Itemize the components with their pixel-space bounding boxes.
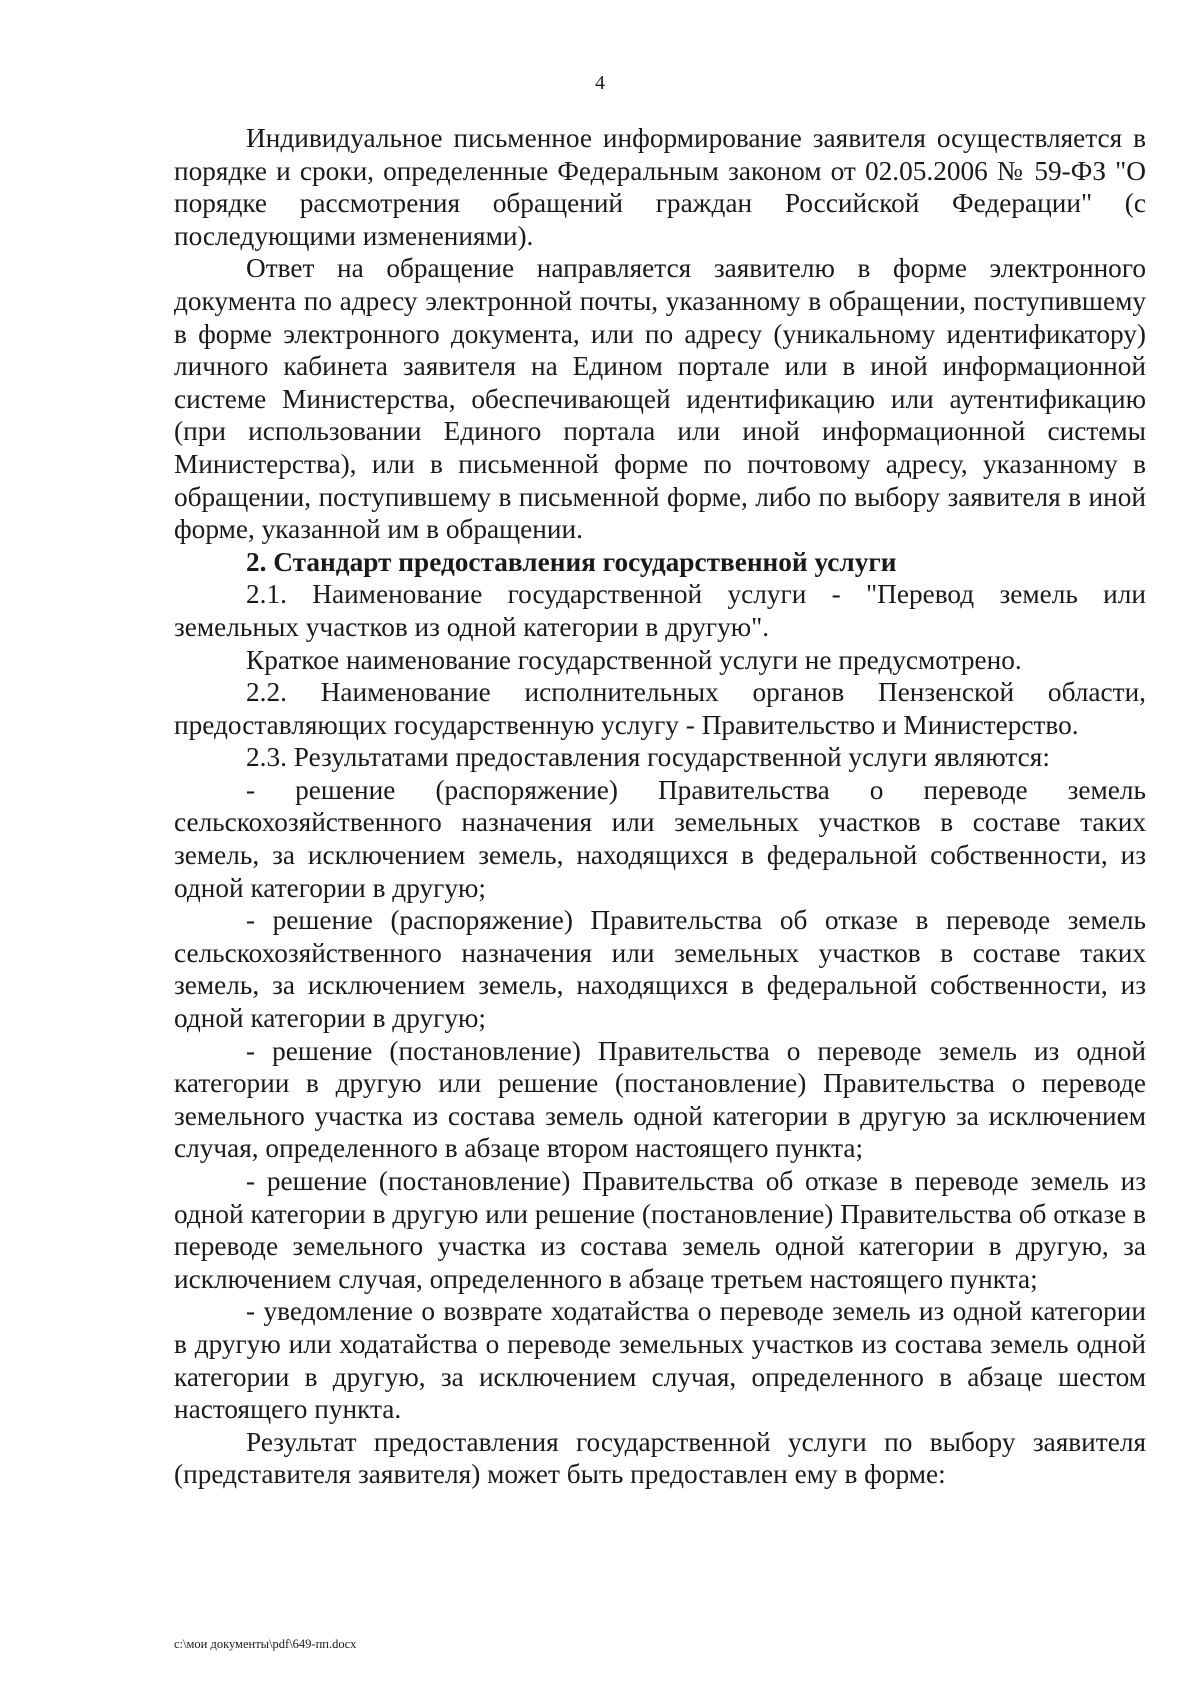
- section-heading: 2. Стандарт предоставления государственной услуги: [246, 546, 897, 577]
- paragraph-2-3-results: 2.3. Результатами предоставления государственной услуги являются:: [246, 742, 1050, 773]
- page-number: 4: [595, 72, 605, 94]
- list-item-result-3: - решение (постановление) Правительства о переводе земель из одной категории в другую или решение (постановление) Правительства о переводе земельного участка из состава земель одной категории в другую за исключением случая, определенного в абзаце втором настоящего пункта;: [174, 1035, 1146, 1164]
- paragraph-response-delivery: Ответ на обращение направляется заявителю в форме электронного документа по адресу электронной почты, указанному в обращении, поступившему в форме электронного документа, или по адресу (уникальному идентификатору) личного кабинета заявителя на Едином портале или в иной информационной системе Министерства, обеспечивающей идентификацию или аутентификацию (при использовании Единого портала или иной информационной системы Министерства), или в письменной форме по почтовому адресу, указанному в обращении, поступившему в письменной форме, либо по выбору заявителя в иной форме, указанной им в обращении.: [174, 253, 1146, 545]
- list-item-result-4: - решение (постановление) Правительства об отказе в переводе земель из одной категории в другую или решение (постановление) Правительства об отказе в переводе земельного участка из состава земель одной категории в другую, за исключением случая, определенного в абзаце третьем настоящего пункта;: [174, 1166, 1146, 1294]
- list-item-result-2: - решение (распоряжение) Правительства об отказе в переводе земель сельскохозяйственного назначения или земельных участков в составе таких земель, за исключением земель, находящихся в федеральной собственности, из одной категории в другую;: [174, 905, 1146, 1034]
- footer-file-path: c:\мои документы\pdf\649-пп.docx: [174, 1637, 357, 1651]
- document-body: [174, 122, 1146, 1491]
- list-item-result-1: - решение (распоряжение) Правительства о переводе земель сельскохозяйственного назначения или земельных участков в составе таких земель, за исключением земель, находящихся в федеральной собственности, из одной категории в другую;: [174, 774, 1146, 903]
- paragraph-2-1-service-name: 2.1. Наименование государственной услуги - "Перевод земель или земельных участков из одной категории в другую".: [174, 579, 1146, 642]
- paragraph-result-form: Результат предоставления государственной услуги по выбору заявителя (представителя заявителя) может быть предоставлен ему в форме:: [174, 1426, 1146, 1490]
- paragraph-written-informing: Индивидуальное письменное информирование заявителя осуществляется в порядке и сроки, определенные Федеральным законом от 02.05.2006 № 59-ФЗ "О порядке рассмотрения обращений граждан Российской Федерации" (с последующими изменениями).: [174, 123, 1146, 251]
- paragraph-2-2-executive-bodies: 2.2. Наименование исполнительных органов Пензенской области, предоставляющих государственную услугу - Правительство и Министерство.: [174, 677, 1146, 740]
- list-item-result-5: - уведомление о возврате ходатайства о переводе земель из одной категории в другую или ходатайства о переводе земельных участков из состава земель одной категории в другую, за исключением случая, определенного в абзаце шестом настоящего пункта.: [174, 1296, 1146, 1425]
- paragraph-short-name: Краткое наименование государственной услуги не предусмотрено.: [246, 644, 1022, 675]
